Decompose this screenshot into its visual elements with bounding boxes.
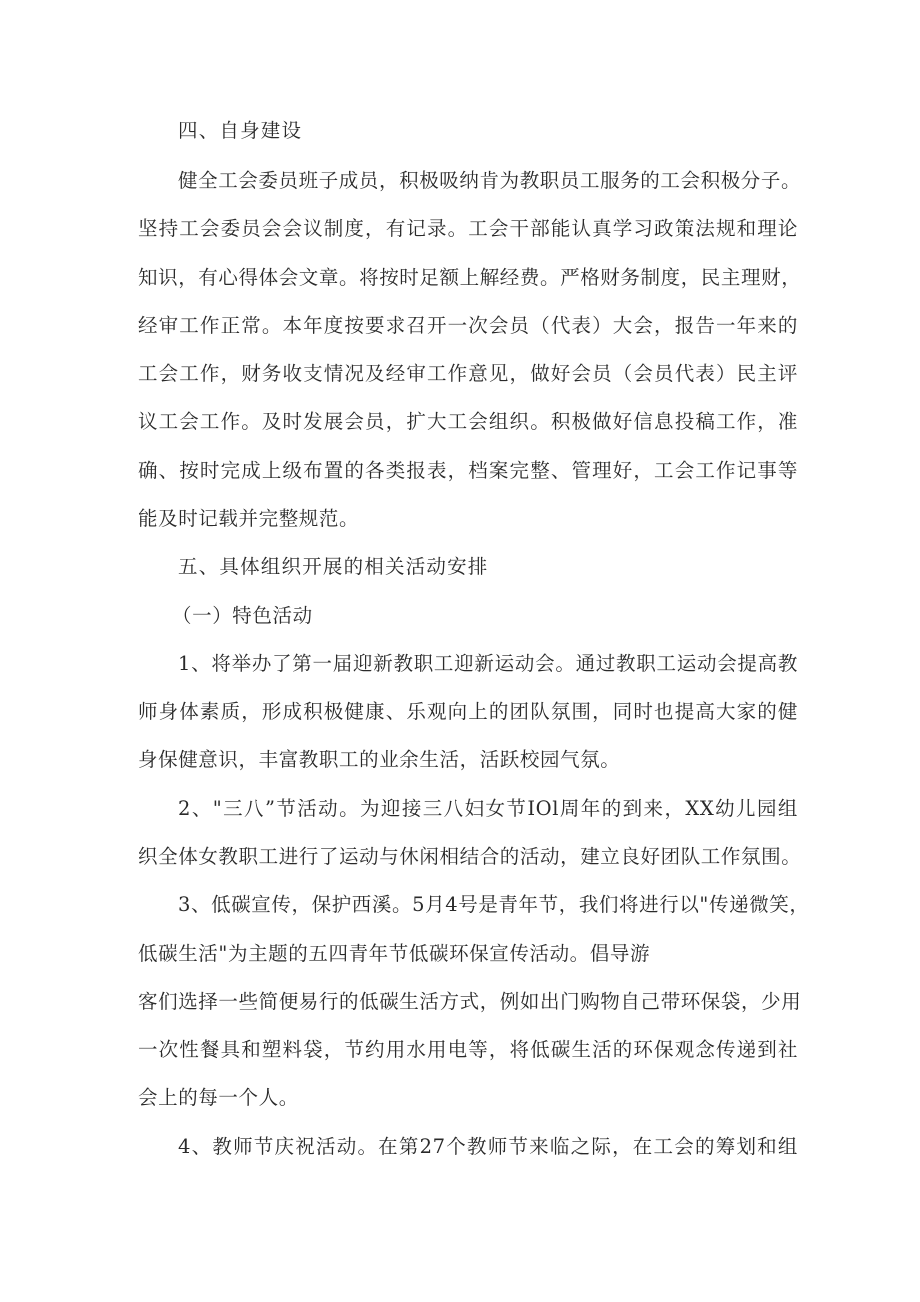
paragraph-line: 确、按时完成上级布置的各类报表，档案完整、管理好，工会工作记事等 [138, 459, 798, 482]
paragraph-line: 会上的每一个人。 [138, 1086, 299, 1109]
paragraph-line: 3、低碳宣传，保护西溪。5月4号是青年节，我们将进行以"传递微笑， [178, 893, 810, 916]
paragraph-line: 织全体女教职工进行了运动与休闲相结合的活动，建立良好团队工作氛围。 [138, 845, 802, 868]
paragraph-line: 议工会工作。及时发展会员，扩大工会组织。积极做好信息投稿工作，准 [138, 410, 798, 433]
paragraph-line: 1、将举办了第一届迎新教职工迎新运动会。通过教职工运动会提高教 [178, 652, 798, 675]
paragraph-line: 4、教师节庆祝活动。在第27个教师节来临之际，在工会的筹划和组 [178, 1135, 798, 1158]
paragraph-line: 一次性餐具和塑料袋，节约用水用电等，将低碳生活的环保观念传递到社 [138, 1038, 798, 1061]
paragraph-line: 低碳生活"为主题的五四青年节低碳环保宣传活动。倡导游 [138, 942, 651, 965]
paragraph-line: 工会工作，财务收支情况及经审工作意见，做好会员（会员代表）民主评 [138, 362, 798, 385]
section-heading-self-building: 四、自身建设 [178, 119, 303, 142]
paragraph-line: 师身体素质，形成积极健康、乐观向上的团队氛围，同时也提高大家的健 [138, 700, 798, 723]
paragraph-line: 身保健意识，丰富教职工的业余生活，活跃校园气氛。 [138, 748, 621, 771]
subheading-special-activities: （一）特色活动 [172, 604, 313, 627]
paragraph-line: 能及时记载并完整规范。 [138, 507, 360, 530]
paragraph-line: 2、"三八”节活动。为迎接三八妇女节IOl周年的到来，XX幼儿园组 [178, 797, 798, 820]
section-heading-activities: 五、具体组织开展的相关活动安排 [178, 555, 489, 578]
paragraph-line: 健全工会委员班子成员，积极吸纳肯为教职员工服务的工会积极分子。 [178, 169, 802, 192]
paragraph-line: 客们选择一些简便易行的低碳生活方式，例如出门购物自己带环保袋，少用 [138, 990, 802, 1013]
paragraph-line: 经审工作正常。本年度按要求召开一次会员（代表）大会，报告一年来的 [138, 314, 798, 337]
paragraph-line: 知识，有心得体会文章。将按时足额上解经费。严格财务制度，民主理财， [138, 266, 802, 289]
paragraph-line: 坚持工会委员会会议制度，有记录。工会干部能认真学习政策法规和理论 [138, 217, 798, 240]
